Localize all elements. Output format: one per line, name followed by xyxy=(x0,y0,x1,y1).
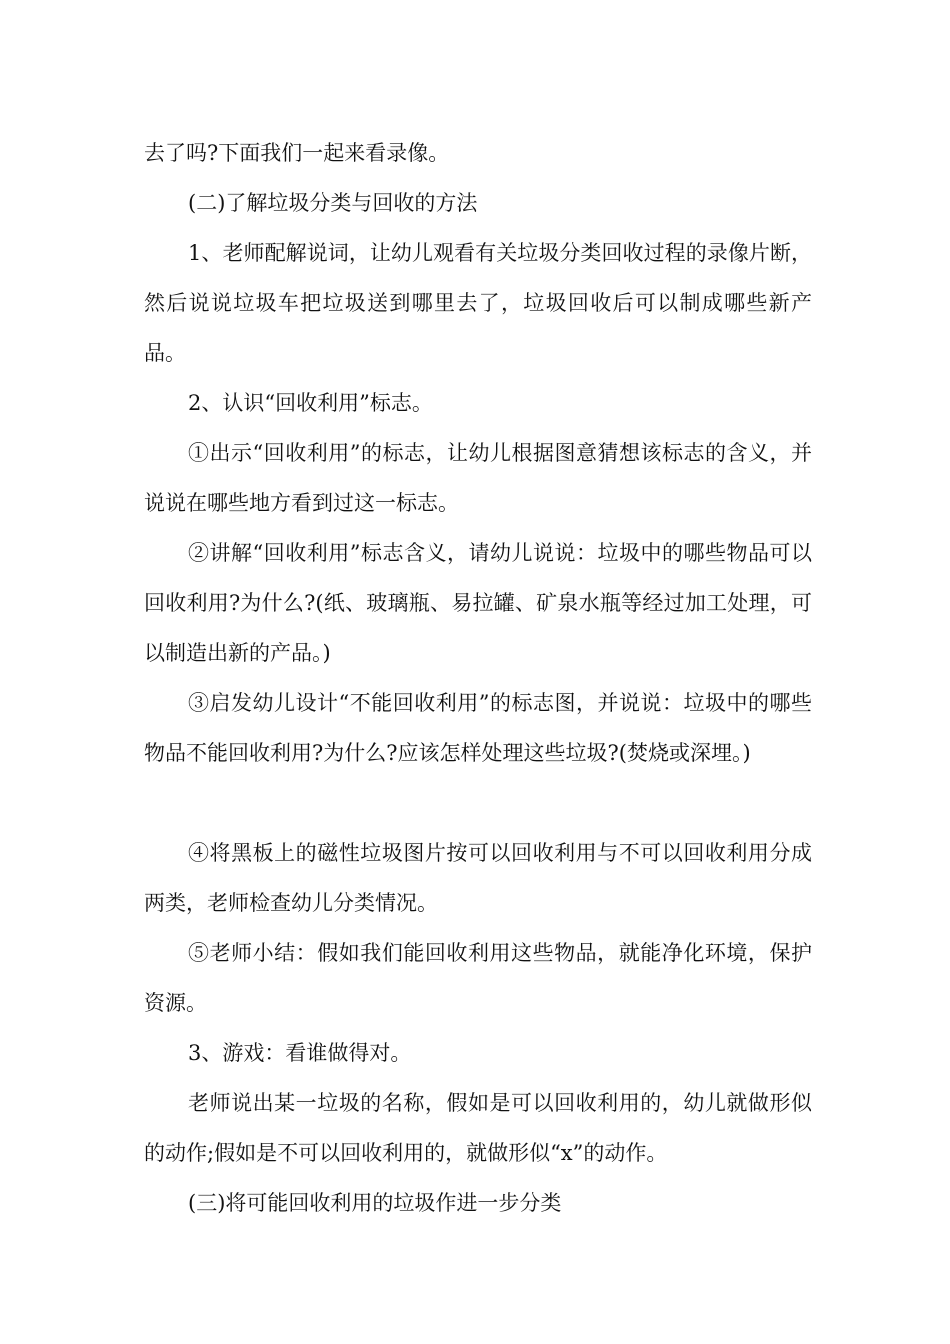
paragraph-item-3: ③启发幼儿设计“不能回收利用”的标志图，并说说：垃圾中的哪些物品不能回收利用?为什么?应该怎样处理这些垃圾?(焚烧或深埋。) xyxy=(144,691,812,765)
paragraph-item-1: ①出示“回收利用”的标志，让幼儿根据图意猜想该标志的含义，并说说在哪些地方看到过这一标志。 xyxy=(144,441,812,515)
paragraph-item-5: ⑤老师小结：假如我们能回收利用这些物品，就能净化环境，保护资源。 xyxy=(144,941,812,1015)
section-heading-2: (二)了解垃圾分类与回收的方法 xyxy=(188,191,478,215)
paragraph-item-4: ④将黑板上的磁性垃圾图片按可以回收利用与不可以回收利用分成两类，老师检查幼儿分类情况。 xyxy=(144,841,812,915)
paragraph-continuation: 去了吗?下面我们一起来看录像。 xyxy=(144,141,450,165)
paragraph-item-2: ②讲解“回收利用”标志含义，请幼儿说说：垃圾中的哪些物品可以回收利用?为什么?(纸、玻璃瓶、易拉罐、矿泉水瓶等经过加工处理，可以制造出新的产品。) xyxy=(144,541,812,665)
paragraph-step-1: 1、老师配解说词，让幼儿观看有关垃圾分类回收过程的录像片断，然后说说垃圾车把垃圾送到哪里去了，垃圾回收后可以制成哪些新产品。 xyxy=(144,241,812,365)
section-heading-3: (三)将可能回收利用的垃圾作进一步分类 xyxy=(188,1191,562,1215)
paragraph-step-2: 2、认识“回收利用”标志。 xyxy=(188,391,433,415)
paragraph-game-rules: 老师说出某一垃圾的名称，假如是可以回收利用的，幼儿就做形似的动作;假如是不可以回收利用的，就做形似“x”的动作。 xyxy=(144,1091,812,1165)
paragraph-step-3: 3、游戏：看谁做得对。 xyxy=(188,1041,412,1065)
